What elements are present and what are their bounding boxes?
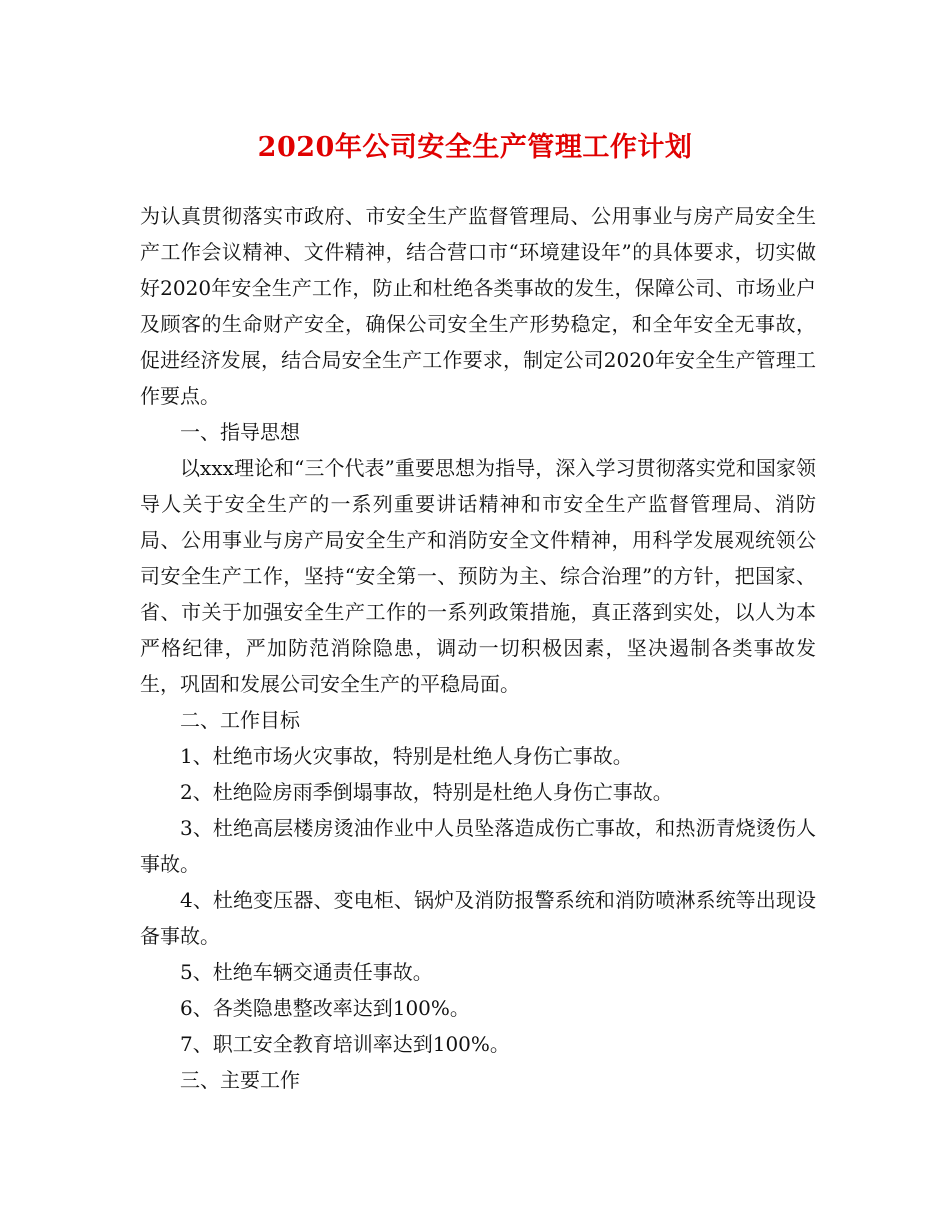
intro-paragraph: 为认真贯彻落实市政府、市安全生产监督管理局、公用事业与房产局安全生产工作会议精神、文件精神，结合营口市“环境建设年”的具体要求，切实做好2020年安全生产工作，防止和杜绝各类事故的发生，保障公司、市场业户及顾客的生命财产安全，确保公司安全生产形势稳定，和全年安全无事故，促进经济发展，结合局安全生产工作要求，制定公司2020年安全生产管理工作要点。	[140, 204, 816, 408]
goal-item-4: 4、杜绝变压器、变电柜、锅炉及消防报警系统和消防喷淋系统等出现设备事故。	[140, 888, 816, 948]
goal-item-2: 2、杜绝险房雨季倒塌事故，特别是杜绝人身伤亡事故。	[180, 780, 673, 804]
goal-item-1: 1、杜绝市场火灾事故，特别是杜绝人身伤亡事故。	[180, 744, 633, 768]
section-heading-main-work: 三、主要工作	[180, 1068, 300, 1092]
section-heading-work-goals: 二、工作目标	[180, 708, 300, 732]
document-body	[140, 198, 816, 1098]
goal-item-7: 7、职工安全教育培训率达到100%。	[180, 1032, 510, 1056]
section-heading-guiding-thought: 一、指导思想	[180, 420, 300, 444]
goal-item-6: 6、各类隐患整改率达到100%。	[180, 996, 470, 1020]
goal-item-3: 3、杜绝高层楼房烫油作业中人员坠落造成伤亡事故，和热沥青烧烫伤人事故。	[140, 816, 816, 876]
document-title: 2020年公司安全生产管理工作计划	[257, 132, 693, 163]
goal-item-5: 5、杜绝车辆交通责任事故。	[180, 960, 433, 984]
guiding-thought-paragraph: 以xxx理论和“三个代表”重要思想为指导，深入学习贯彻落实党和国家领导人关于安全生产的一系列重要讲话精神和市安全生产监督管理局、消防局、公用事业与房产局安全生产和消防安全文件精神，用科学发展观统领公司安全生产工作，坚持“安全第一、预防为主、综合治理”的方针，把国家、省、市关于加强安全生产工作的一系列政策措施，真正落到实处，以人为本严格纪律，严加防范消除隐患，调动一切积极因素，坚决遏制各类事故发生，巩固和发展公司安全生产的平稳局面。	[140, 456, 816, 696]
